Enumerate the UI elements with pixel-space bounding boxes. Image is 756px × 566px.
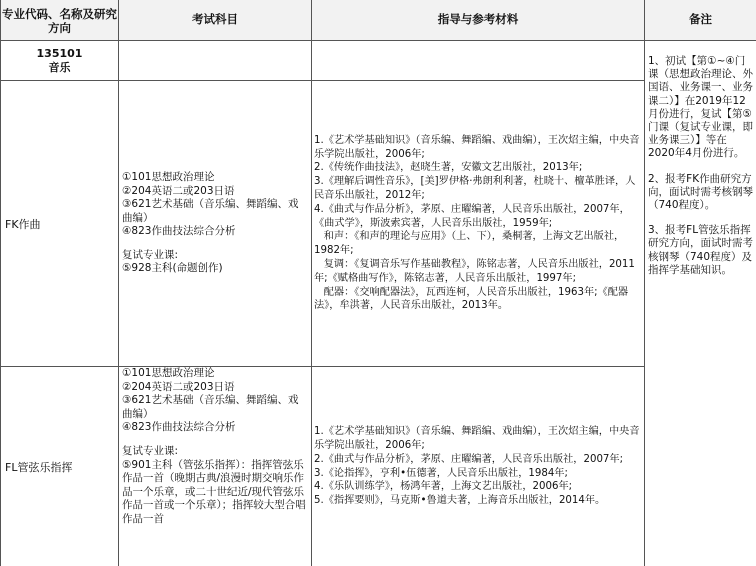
note-1: 1、初试【第①~④门课（思想政治理论、外国语、业务课一、业务课二）】在2019年12月份进行，复试【第⑤门课（复试专业课，即业务课三）】等在2020年4月份进行。: [648, 55, 753, 160]
references-fk: [312, 81, 645, 367]
subject-item: ④823作曲技法综合分析: [122, 225, 236, 238]
reference-item: 配器：《交响配器法》，瓦西连柯，人民音乐出版社，1963年;《配器法》，牟洪著，人民音乐出版社，2013年。: [314, 286, 629, 312]
subjects-fl: [119, 367, 312, 566]
header-notes: 备注: [645, 0, 756, 41]
subject-item: ④823作曲技法综合分析: [122, 421, 236, 434]
references-fl: [312, 367, 645, 566]
header-row: [1, 0, 756, 41]
subject-item: ②204英语二或203日语: [122, 184, 235, 197]
retest-label: 复试专业课:: [122, 248, 179, 261]
subject-item: ①101思想政治理论: [122, 367, 215, 379]
reference-item: 1.《艺术学基础知识》（音乐编、舞蹈编、戏曲编），王次炤主编，中央音乐学院出版社，2006年;: [314, 134, 640, 160]
major-references-empty: [312, 41, 645, 81]
note-2: 2、报考FK作曲研究方向，面试时需考核钢琴（740程度）。: [648, 172, 753, 212]
retest-item: ⑤928主科(命题创作): [122, 262, 223, 275]
reference-item: 复调：《复调音乐写作基础教程》，陈铭志著，人民音乐出版社，2011年;《赋格曲写作》，陈铭志著，人民音乐出版社，1997年;: [314, 258, 635, 284]
retest-label: 复试专业课:: [122, 444, 179, 457]
direction-row-fl: [1, 367, 756, 566]
header-major-text: 专业代码、名称及研究方向: [2, 6, 117, 35]
reference-item: 4.《乐队训练学》，杨鸿年著，上海文艺出版社，2006年;: [314, 481, 573, 493]
major-subjects-empty: [119, 41, 312, 81]
direction-name-fk: FK作曲: [1, 81, 119, 367]
notes-cell: [645, 41, 756, 566]
header-references: 指导与参考材料: [312, 0, 645, 41]
reference-item: 5.《指挥要则》，马克斯•鲁道夫著，上海音乐出版社，2014年。: [314, 495, 606, 507]
major-code: 135101: [36, 46, 83, 60]
direction-row-fk: [1, 81, 756, 367]
subject-item: ②204英语二或203日语: [122, 380, 235, 393]
header-subjects: 考试科目: [119, 0, 312, 41]
major-cell: [1, 41, 119, 81]
subject-item: ①101思想政治理论: [122, 170, 215, 183]
note-3: 3、报考FL管弦乐指挥研究方向，面试时需考核钢琴（740程度）及指挥学基础知识。: [648, 224, 753, 276]
major-name: 音乐: [48, 60, 71, 74]
reference-item: 1.《艺术学基础知识》（音乐编、舞蹈编、戏曲编），王次炤主编，中央音乐学院出版社，2006年;: [314, 426, 640, 451]
reference-item: 2.《曲式与作品分析》，茅原、庄曜编著，人民音乐出版社，2007年;: [314, 453, 624, 465]
direction-name-fl: FL管弦乐指挥: [1, 367, 119, 566]
header-major: [1, 0, 119, 41]
subjects-fk: [119, 81, 312, 367]
major-row: [1, 41, 756, 81]
reference-item: 4.《曲式与作品分析》，茅原、庄曜编著，人民音乐出版社，2007年，《曲式学》，斯波索宾著，人民音乐出版社，1959年;: [314, 203, 630, 229]
subject-item: ③621艺术基础（音乐编、舞蹈编、戏曲编）: [122, 198, 299, 224]
reference-item: 3.《论指挥》，亨利•伍德著，人民音乐出版社，1984年;: [314, 467, 568, 479]
reference-item: 和声：《和声的理论与应用》（上、下），桑桐著，上海文艺出版社，1982年;: [314, 231, 625, 257]
reference-item: 2.《传统作曲技法》，赵晓生著，安徽文艺出版社，2013年;: [314, 162, 583, 174]
retest-item: ⑤901主科（管弦乐指挥）：指挥管弦乐作品一首（晚期古典/浪漫时期交响乐作品一个乐章，或二十世纪近/现代管弦乐作品一首或一个乐章）；指挥较大型合唱作品一首: [122, 458, 306, 525]
reference-item: 3.《理解后调性音乐》，[美]罗伊格·弗朗利利著，杜晓十、檀革胜译，人民音乐出版社，2012年;: [314, 176, 636, 201]
subject-item: ③621艺术基础（音乐编、舞蹈编、戏曲编）: [122, 394, 299, 420]
